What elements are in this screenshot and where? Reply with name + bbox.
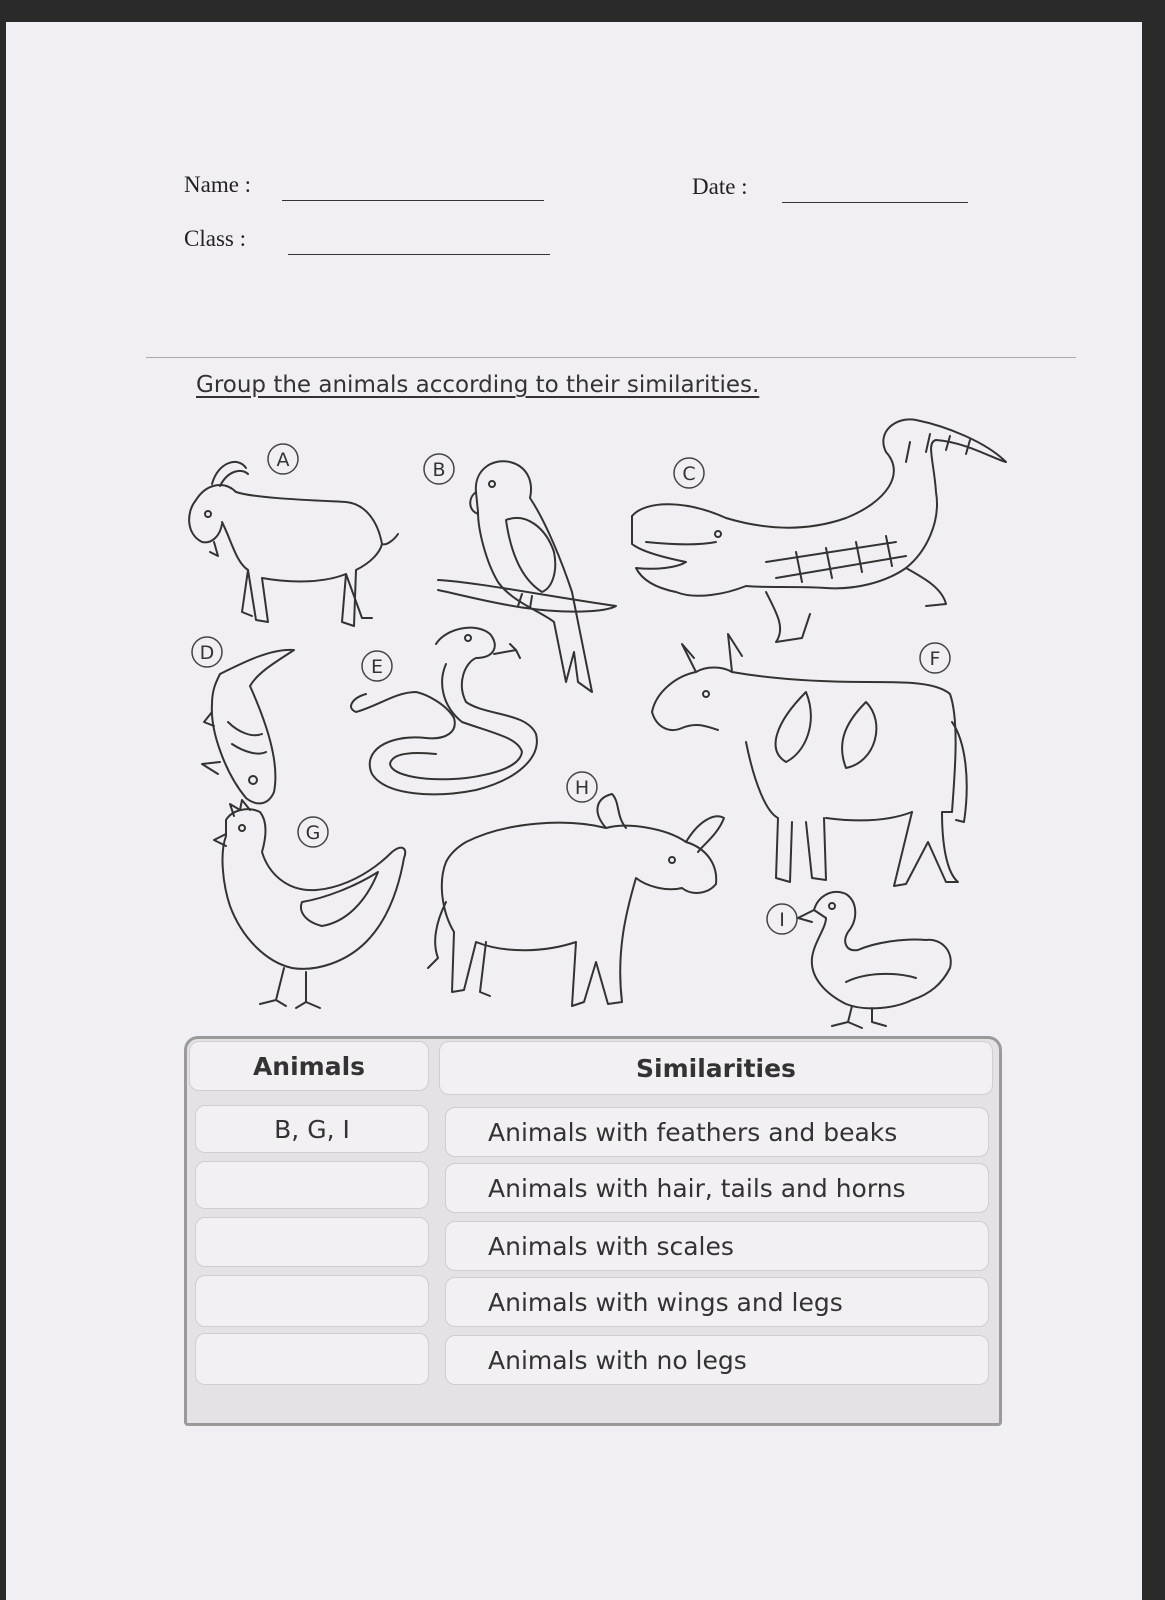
row-4-animals[interactable] xyxy=(195,1275,429,1327)
header-animals: Animals xyxy=(189,1041,429,1091)
fish-illustration xyxy=(202,650,294,804)
similarities-table xyxy=(184,1036,1002,1426)
letter-c: C xyxy=(682,463,696,485)
name-label: Name : xyxy=(184,172,252,197)
date-label: Date : xyxy=(692,174,748,199)
buffalo-illustration xyxy=(428,794,724,1006)
row-1-similarity: Animals with feathers and beaks xyxy=(445,1107,989,1157)
goat-illustration xyxy=(189,462,398,626)
row-3-similarity: Animals with scales xyxy=(445,1221,989,1271)
instruction-heading: Group the animals according to their similarities. xyxy=(196,372,760,398)
letter-d: D xyxy=(199,642,215,664)
class-label: Class : xyxy=(184,226,246,251)
label-c xyxy=(674,458,704,488)
header-similarities: Similarities xyxy=(439,1041,993,1095)
letter-e: E xyxy=(370,656,384,678)
label-a xyxy=(268,444,298,474)
label-f xyxy=(920,643,950,673)
letter-a: A xyxy=(276,449,290,471)
row-2-similarity: Animals with hair, tails and horns xyxy=(445,1163,989,1213)
label-b xyxy=(424,454,454,484)
letter-f: F xyxy=(929,648,941,670)
row-5-similarity: Animals with no legs xyxy=(445,1335,989,1385)
letter-g: G xyxy=(305,822,321,844)
label-d xyxy=(192,637,222,667)
crocodile-illustration xyxy=(632,419,1006,642)
row-4-similarity: Animals with wings and legs xyxy=(445,1277,989,1327)
row-3-animals[interactable] xyxy=(195,1217,429,1267)
letter-h: H xyxy=(574,777,590,799)
worksheet-page xyxy=(6,22,1142,1600)
letter-i: I xyxy=(779,909,785,931)
label-h xyxy=(567,772,597,802)
parrot-illustration xyxy=(438,461,616,692)
row-5-animals[interactable] xyxy=(195,1333,429,1385)
label-g xyxy=(298,817,328,847)
letter-b: B xyxy=(432,459,446,481)
label-e xyxy=(362,651,392,681)
label-i xyxy=(767,904,797,934)
row-2-animals[interactable] xyxy=(195,1161,429,1209)
row-1-animals[interactable]: B, G, I xyxy=(195,1105,429,1153)
duck-illustration xyxy=(798,892,951,1028)
